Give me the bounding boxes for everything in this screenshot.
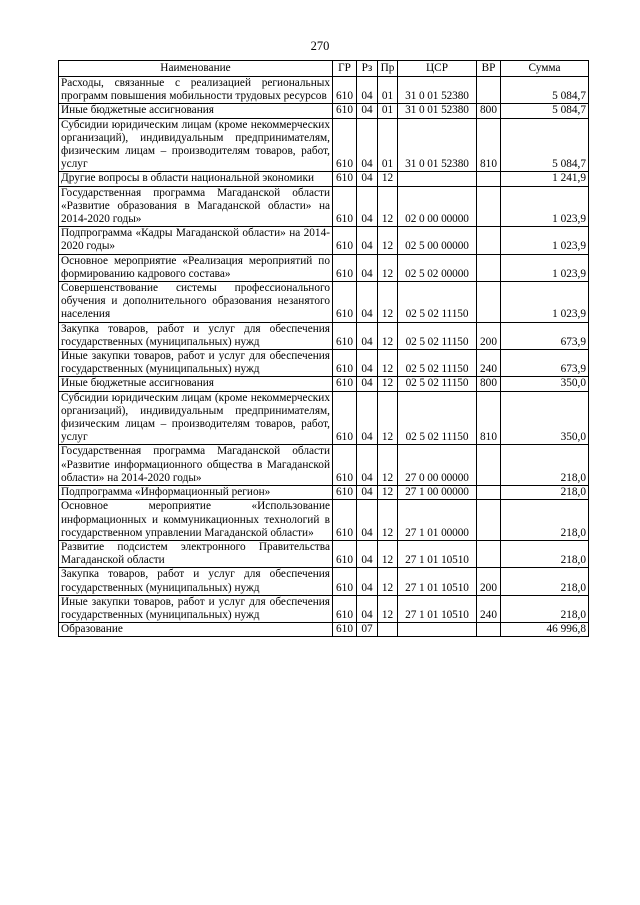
row-name: Иные закупки товаров, работ и услуг для обеспечения государственных (муниципальных) нужд (59, 350, 333, 377)
row-sum: 1 023,9 (501, 186, 589, 227)
row-gr: 610 (333, 391, 357, 445)
row-gr: 610 (333, 568, 357, 595)
row-rz: 04 (357, 391, 378, 445)
table-row (59, 623, 589, 637)
row-sum: 350,0 (501, 377, 589, 391)
column-header-rz: Рз (357, 61, 378, 77)
table-row (59, 322, 589, 349)
row-vr: 240 (477, 595, 501, 622)
table-row (59, 282, 589, 323)
row-rz: 07 (357, 623, 378, 637)
row-name: Основное мероприятие «Реализация мероприятий по формированию кадрового состава» (59, 254, 333, 281)
table-row (59, 595, 589, 622)
row-pr: 12 (378, 568, 398, 595)
row-pr: 12 (378, 391, 398, 445)
row-vr (477, 254, 501, 281)
row-rz: 04 (357, 486, 378, 500)
row-pr: 12 (378, 350, 398, 377)
row-sum: 5 084,7 (501, 77, 589, 104)
row-rz: 04 (357, 540, 378, 567)
column-header-gr: ГР (333, 61, 357, 77)
row-name: Расходы, связанные с реализацией региональных программ повышения мобильности трудовых ресурсов (59, 77, 333, 104)
column-header-name: Наименование (59, 61, 333, 77)
row-csr: 31 0 01 52380 (398, 118, 477, 172)
row-vr (477, 282, 501, 323)
row-rz: 04 (357, 172, 378, 186)
row-vr: 240 (477, 350, 501, 377)
row-pr: 12 (378, 322, 398, 349)
row-pr: 12 (378, 282, 398, 323)
row-rz: 04 (357, 377, 378, 391)
row-csr: 31 0 01 52380 (398, 77, 477, 104)
row-vr (477, 77, 501, 104)
row-csr: 27 1 01 10510 (398, 540, 477, 567)
row-gr: 610 (333, 77, 357, 104)
row-csr: 02 0 00 00000 (398, 186, 477, 227)
row-csr: 02 5 02 00000 (398, 254, 477, 281)
row-pr: 12 (378, 227, 398, 254)
row-rz: 04 (357, 568, 378, 595)
row-vr (477, 186, 501, 227)
row-rz: 04 (357, 282, 378, 323)
table-row (59, 445, 589, 486)
row-pr: 12 (378, 486, 398, 500)
row-name: Подпрограмма «Информационный регион» (59, 486, 333, 500)
row-csr: 02 5 02 11150 (398, 391, 477, 445)
page-number: 270 (310, 39, 330, 53)
table-row (59, 77, 589, 104)
row-pr: 12 (378, 172, 398, 186)
row-csr: 02 5 02 11150 (398, 350, 477, 377)
row-pr: 01 (378, 77, 398, 104)
row-rz: 04 (357, 186, 378, 227)
row-name: Закупка товаров, работ и услуг для обеспечения государственных (муниципальных) нужд (59, 322, 333, 349)
row-sum: 5 084,7 (501, 118, 589, 172)
table-body (59, 77, 589, 637)
row-pr: 12 (378, 540, 398, 567)
row-name: Государственная программа Магаданской области «Развитие информационного общества в Магаданской области» на 2014-2020 годы» (59, 445, 333, 486)
row-gr: 610 (333, 595, 357, 622)
row-rz: 04 (357, 104, 378, 118)
row-csr: 27 0 00 00000 (398, 445, 477, 486)
row-vr: 810 (477, 391, 501, 445)
row-name: Субсидии юридическим лицам (кроме некоммерческих организаций), индивидуальным предпринимателям, физическим лицам – производителям товаров, работ, услуг (59, 118, 333, 172)
row-vr: 810 (477, 118, 501, 172)
row-sum: 673,9 (501, 322, 589, 349)
row-sum: 218,0 (501, 445, 589, 486)
table-row (59, 568, 589, 595)
row-gr: 610 (333, 486, 357, 500)
row-csr: 02 5 02 11150 (398, 377, 477, 391)
row-pr: 12 (378, 254, 398, 281)
row-gr: 610 (333, 282, 357, 323)
row-vr (477, 540, 501, 567)
row-csr: 31 0 01 52380 (398, 104, 477, 118)
row-vr: 800 (477, 104, 501, 118)
row-sum: 218,0 (501, 540, 589, 567)
row-csr: 27 1 01 10510 (398, 568, 477, 595)
row-name: Основное мероприятие «Использование информационных и коммуникационных технологий в государственном управлении Магаданской области» (59, 500, 333, 541)
row-rz: 04 (357, 254, 378, 281)
row-sum: 218,0 (501, 486, 589, 500)
row-pr: 12 (378, 186, 398, 227)
row-sum: 1 023,9 (501, 282, 589, 323)
table-row (59, 350, 589, 377)
table-row (59, 254, 589, 281)
row-rz: 04 (357, 227, 378, 254)
row-name: Другие вопросы в области национальной экономики (59, 172, 333, 186)
row-csr: 02 5 02 11150 (398, 322, 477, 349)
row-pr: 12 (378, 595, 398, 622)
row-vr (477, 486, 501, 500)
row-csr: 27 1 01 10510 (398, 595, 477, 622)
table-row (59, 391, 589, 445)
column-header-sum: Сумма (501, 61, 589, 77)
row-name: Иные закупки товаров, работ и услуг для обеспечения государственных (муниципальных) нужд (59, 595, 333, 622)
column-header-csr: ЦСР (398, 61, 477, 77)
row-csr: 02 5 02 11150 (398, 282, 477, 323)
row-name: Иные бюджетные ассигнования (59, 377, 333, 391)
row-gr: 610 (333, 254, 357, 281)
row-sum: 46 996,8 (501, 623, 589, 637)
row-rz: 04 (357, 118, 378, 172)
row-name: Закупка товаров, работ и услуг для обеспечения государственных (муниципальных) нужд (59, 568, 333, 595)
row-pr (378, 623, 398, 637)
row-gr: 610 (333, 186, 357, 227)
row-gr: 610 (333, 623, 357, 637)
row-gr: 610 (333, 445, 357, 486)
row-rz: 04 (357, 77, 378, 104)
row-vr (477, 500, 501, 541)
row-pr: 01 (378, 118, 398, 172)
row-csr: 02 5 00 00000 (398, 227, 477, 254)
row-csr (398, 623, 477, 637)
row-gr: 610 (333, 118, 357, 172)
row-vr (477, 445, 501, 486)
row-sum: 350,0 (501, 391, 589, 445)
table-row (59, 104, 589, 118)
row-sum: 5 084,7 (501, 104, 589, 118)
row-csr: 27 1 00 00000 (398, 486, 477, 500)
row-name: Совершенствование системы профессионального обучения и дополнительного образования незанятого населения (59, 282, 333, 323)
table-row (59, 377, 589, 391)
column-header-vr: ВР (477, 61, 501, 77)
row-csr (398, 172, 477, 186)
row-gr: 610 (333, 227, 357, 254)
row-vr: 800 (477, 377, 501, 391)
table-header-row (59, 61, 589, 77)
row-vr: 200 (477, 322, 501, 349)
row-gr: 610 (333, 322, 357, 349)
row-rz: 04 (357, 500, 378, 541)
row-name: Образование (59, 623, 333, 637)
row-vr (477, 227, 501, 254)
table-row (59, 500, 589, 541)
row-gr: 610 (333, 500, 357, 541)
row-sum: 1 023,9 (501, 254, 589, 281)
row-name: Иные бюджетные ассигнования (59, 104, 333, 118)
row-sum: 1 023,9 (501, 227, 589, 254)
table-row (59, 486, 589, 500)
row-sum: 673,9 (501, 350, 589, 377)
row-gr: 610 (333, 104, 357, 118)
row-pr: 12 (378, 445, 398, 486)
row-name: Развитие подсистем электронного Правительства Магаданской области (59, 540, 333, 567)
row-pr: 12 (378, 377, 398, 391)
row-rz: 04 (357, 322, 378, 349)
row-pr: 12 (378, 500, 398, 541)
row-rz: 04 (357, 595, 378, 622)
row-gr: 610 (333, 540, 357, 567)
row-sum: 218,0 (501, 595, 589, 622)
row-pr: 01 (378, 104, 398, 118)
table-row (59, 186, 589, 227)
table-row (59, 172, 589, 186)
row-vr (477, 623, 501, 637)
row-sum: 218,0 (501, 568, 589, 595)
row-gr: 610 (333, 172, 357, 186)
row-gr: 610 (333, 350, 357, 377)
row-rz: 04 (357, 445, 378, 486)
table-row (59, 118, 589, 172)
row-vr: 200 (477, 568, 501, 595)
row-csr: 27 1 01 00000 (398, 500, 477, 541)
row-name: Подпрограмма «Кадры Магаданской области» на 2014-2020 годы» (59, 227, 333, 254)
row-vr (477, 172, 501, 186)
table-row (59, 540, 589, 567)
row-sum: 218,0 (501, 500, 589, 541)
column-header-pr: Пр (378, 61, 398, 77)
row-name: Государственная программа Магаданской области «Развитие образования в Магаданской области» на 2014-2020 годы» (59, 186, 333, 227)
table-row (59, 227, 589, 254)
budget-table (58, 60, 589, 637)
row-gr: 610 (333, 377, 357, 391)
row-rz: 04 (357, 350, 378, 377)
row-name: Субсидии юридическим лицам (кроме некоммерческих организаций), индивидуальным предпринимателям, физическим лицам – производителям товаров, работ, услуг (59, 391, 333, 445)
row-sum: 1 241,9 (501, 172, 589, 186)
